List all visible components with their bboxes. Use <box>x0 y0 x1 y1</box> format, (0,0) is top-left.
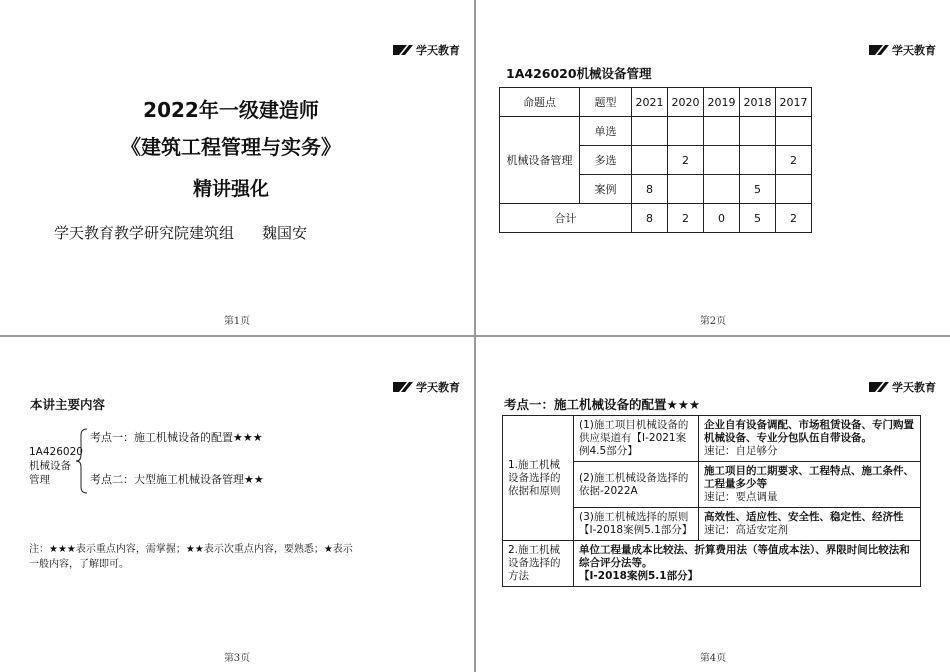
value-cell <box>776 175 812 204</box>
slide-1 <box>0 0 474 335</box>
slide-3 <box>0 337 474 672</box>
method-ref: 【Ⅰ-2018案例5.1部分】 <box>579 570 699 582</box>
item-content: 施工项目的工期要求、工程特点、施工条件、工程量多少等 <box>704 465 914 490</box>
brand-logo <box>393 42 460 58</box>
value-cell <box>704 175 740 204</box>
table-header-cell: 2018 <box>740 88 776 117</box>
value-cell: 2 <box>776 146 812 175</box>
equipment-config-table <box>502 415 921 587</box>
total-cell: 2 <box>776 204 812 233</box>
type-cell: 单选 <box>580 117 632 146</box>
brand-mark-icon <box>393 382 413 392</box>
slide-4 <box>476 337 950 672</box>
total-cell: 5 <box>740 204 776 233</box>
key-point-2: 考点二：大型施工机械设备管理★★ <box>90 473 264 486</box>
brace-icon <box>75 428 89 494</box>
value-cell <box>740 117 776 146</box>
cover-title-line-2: 《建筑工程管理与实务》 <box>121 135 341 159</box>
total-label-cell: 合计 <box>500 204 632 233</box>
total-cell: 8 <box>632 204 668 233</box>
brand-mark-icon <box>869 45 889 55</box>
cover-title-line-3: 精讲强化 <box>192 178 269 200</box>
table-header-cell: 2021 <box>632 88 668 117</box>
exam-stats-table <box>499 87 812 233</box>
item-content: 企业自有设备调配、市场租赁设备、专门购置机械设备、专业分包队伍自带设备。 <box>704 419 914 444</box>
value-cell <box>632 146 668 175</box>
item-content-cell <box>699 416 921 462</box>
author-line <box>54 222 307 243</box>
table-header-row <box>500 88 812 117</box>
brand-name: 学天教育 <box>892 44 936 57</box>
value-cell: 5 <box>740 175 776 204</box>
item-label-cell: (1)施工项目机械设备的供应渠道有【Ⅰ-2021案例4.5部分】 <box>574 416 699 462</box>
brand-name: 学天教育 <box>416 44 460 57</box>
section-heading: 考点一：施工机械设备的配置★★★ <box>504 397 701 412</box>
total-cell: 0 <box>704 204 740 233</box>
item-memo: 速记：要点调量 <box>704 491 778 503</box>
table-header-cell: 2017 <box>776 88 812 117</box>
group-label-cell: 2.施工机械设备选择的方法 <box>503 541 574 587</box>
item-memo: 速记：自足够分 <box>704 445 778 457</box>
method-text: 单位工程量成本比较法、折算费用法（等值成本法）、界限时间比较法和综合评分法等。 <box>579 544 910 569</box>
total-cell: 2 <box>668 204 704 233</box>
key-point-1: 考点一：施工机械设备的配置★★★ <box>90 431 263 444</box>
value-cell <box>632 117 668 146</box>
item-content-cell <box>699 462 921 508</box>
item-content-cell <box>699 508 921 541</box>
legend-note: 注：★★★表示重点内容，需掌握；★★表示次重点内容，要熟悉；★表示一般内容，了解即可。 <box>29 544 353 570</box>
brand-mark-icon <box>869 382 889 392</box>
section-heading: 本讲主要内容 <box>30 397 106 412</box>
brand-logo <box>869 42 936 58</box>
outline-topic-line: 管理 <box>29 474 50 486</box>
table-header-cell: 2019 <box>704 88 740 117</box>
value-cell <box>704 117 740 146</box>
value-cell: 2 <box>668 146 704 175</box>
brand-mark-icon <box>393 45 413 55</box>
item-content: 高效性、适应性、安全性、稳定性、经济性 <box>704 511 904 523</box>
table-row <box>503 541 921 587</box>
table-row <box>503 416 921 462</box>
brand-logo <box>393 379 460 395</box>
page-number: 第1页 <box>223 316 251 327</box>
page-number: 第2页 <box>699 316 727 327</box>
outline-topic-line: 机械设备 <box>29 460 71 472</box>
value-cell: 8 <box>632 175 668 204</box>
value-cell <box>740 146 776 175</box>
table-header-cell: 题型 <box>580 88 632 117</box>
author-org: 学天教育教学研究院建筑组 <box>54 224 235 242</box>
section-heading: 1A426020机械设备管理 <box>506 66 652 81</box>
slide-2 <box>476 0 950 335</box>
group-label-cell: 1.施工机械设备选择的依据和原则 <box>503 416 574 541</box>
page-number: 第3页 <box>223 653 251 664</box>
page-number: 第4页 <box>699 653 727 664</box>
value-cell <box>704 146 740 175</box>
table-row <box>500 117 812 146</box>
brand-name: 学天教育 <box>416 381 460 394</box>
outline-code: 1A426020 <box>29 446 83 458</box>
value-cell <box>668 175 704 204</box>
type-cell: 案例 <box>580 175 632 204</box>
table-total-row <box>500 204 812 233</box>
author-name: 魏国安 <box>262 224 308 242</box>
method-cell <box>574 541 921 587</box>
table-header-cell: 2020 <box>668 88 704 117</box>
value-cell <box>776 117 812 146</box>
table-header-cell: 命题点 <box>500 88 580 117</box>
item-label-cell: (3)施工机械选择的原则【Ⅰ-2018案例5.1部分】 <box>574 508 699 541</box>
topic-cell: 机械设备管理 <box>500 117 580 204</box>
item-label-cell: (2)施工机械设备选择的依据-2022A <box>574 462 699 508</box>
brand-logo <box>869 379 936 395</box>
item-memo: 速记：高适安定剂 <box>704 524 788 536</box>
cover-title-line-1: 2022年一级建造师 <box>143 98 319 122</box>
type-cell: 多选 <box>580 146 632 175</box>
brand-name: 学天教育 <box>892 381 936 394</box>
value-cell <box>668 117 704 146</box>
